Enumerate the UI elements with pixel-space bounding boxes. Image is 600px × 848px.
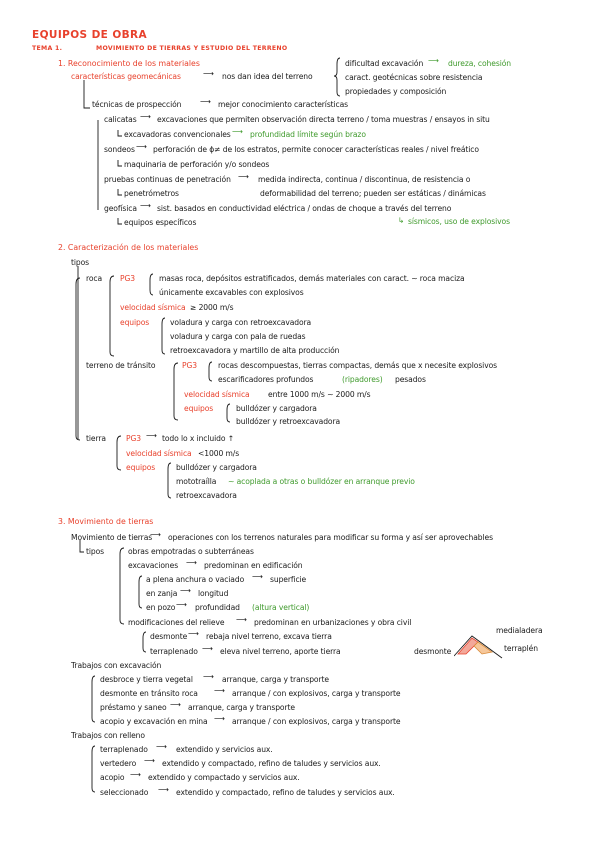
transito-pg3-2a: escarificadores profundos	[218, 375, 314, 384]
obras-empotradas: obras empotradas o subterráneas	[128, 547, 254, 556]
tierra-equipos: equipos	[126, 463, 156, 472]
pruebas-desc-2: deformabilidad del terreno; pueden ser estáticas / dinámicas	[260, 189, 486, 198]
maquinaria-perforacion: maquinaria de perforación y/o sondeos	[124, 160, 270, 169]
rel-2b: extendido y compactado, refino de taludes y servicios aux.	[162, 759, 381, 768]
tierra-eq-1: bulldózer y cargadora	[176, 463, 257, 472]
penetrometros: penetrómetros	[124, 189, 179, 198]
arrow-icon: ⟶	[200, 97, 211, 106]
arrow-icon: ⟶	[158, 785, 169, 794]
rel-4a: seleccionado	[100, 788, 149, 797]
transito-eq-2: bulldózer y retroexcavadora	[236, 417, 341, 426]
terraplenado: terraplenado	[150, 647, 198, 656]
roca-label: roca	[86, 274, 103, 283]
sismicos-icon: ↳	[398, 216, 405, 225]
arrow-icon: ⟶	[140, 112, 151, 121]
plena-anchura: a plena anchura o vaciado	[146, 575, 245, 584]
arrow-icon: ⟶	[144, 756, 155, 765]
tema-title: MOVIMIENTO DE TIERRAS Y ESTUDIO DEL TERRENO	[96, 45, 288, 52]
sondeos: sondeos	[104, 145, 135, 154]
tierra-eq-2: mototraílla	[176, 477, 217, 486]
superficie: superficie	[270, 575, 307, 584]
exc-1b: arranque, carga y transporte	[222, 675, 329, 684]
arrow-icon: ⟶	[140, 201, 151, 210]
arrow-icon: ⟶	[203, 672, 214, 681]
exc-4a: acopio y excavación en mina	[100, 717, 208, 726]
altura-vertical: (altura vertical)	[252, 603, 310, 612]
profundidad-limite: profundidad límite según brazo	[250, 130, 366, 139]
arrow-icon: ⟶	[130, 770, 141, 779]
dureza-cohesion: dureza, cohesión	[448, 59, 511, 68]
medialadera-label: medialadera	[496, 626, 543, 635]
arrow-icon: ⟶	[176, 600, 187, 609]
transito-eq-1: bulldózer y cargadora	[236, 404, 317, 413]
transito-pg3-2c: pesados	[395, 375, 426, 384]
trabajos-relleno: Trabajos con relleno	[71, 731, 145, 740]
en-pozo: en pozo	[146, 603, 176, 612]
roca-eq-3: retroexcavadora y martillo de alta producción	[170, 346, 340, 355]
roca-pg3-1: masas roca, depósitos estratificados, demás materiales con caract. ~ roca maciza	[159, 274, 465, 283]
en-zanja: en zanja	[146, 589, 178, 598]
mov-def-b: operaciones con los terrenos naturales para modificar su forma y así ser aprovechables	[168, 533, 493, 542]
trabajos-excavacion: Trabajos con excavación	[71, 661, 162, 670]
mov-def-a: Movimiento de tierras	[71, 533, 153, 542]
geofisica-desc: sist. basados en conductividad eléctrica / ondas de choque a través del terreno	[157, 204, 452, 213]
calicatas: calicatas	[104, 115, 137, 124]
modificaciones-relieve: modificaciones del relieve	[128, 618, 225, 627]
transito-vel-label: velocidad sísmica	[184, 390, 250, 399]
excavaciones: excavaciones	[128, 561, 179, 570]
arrow-icon: ⟶	[214, 714, 225, 723]
transito-equipos: equipos	[184, 404, 214, 413]
arrow-icon: ⟶	[186, 558, 197, 567]
transito-vel: entre 1000 m/s ~ 2000 m/s	[268, 390, 371, 399]
tierra-vel: <1000 m/s	[198, 449, 240, 458]
longitud: longitud	[198, 589, 229, 598]
tierra-eq-2b: ~ acoplada a otras o bulldózer en arranque previo	[228, 477, 415, 486]
rel-2a: vertedero	[100, 759, 137, 768]
propiedades: propiedades y composición	[345, 87, 447, 96]
page-title: EQUIPOS DE OBRA	[32, 29, 148, 41]
pruebas-desc-1: medida indirecta, continua / discontinua, de resistencia o	[258, 175, 471, 184]
tecnicas-result: mejor conocimiento características	[218, 100, 349, 109]
roca-eq-1: voladura y carga con retroexcavadora	[170, 318, 312, 327]
tipos-label: tipos	[71, 258, 90, 267]
dificultad-excavacion: dificultad excavación	[345, 59, 424, 68]
section-3-heading: 3. Movimiento de tierras	[58, 517, 154, 526]
exc-3b: arranque, carga y transporte	[188, 703, 295, 712]
arrow-icon: ⟶	[146, 431, 157, 440]
arrow-icon: ⟶	[156, 742, 167, 751]
desmonte-label: desmonte	[414, 647, 452, 656]
tecnicas-prospeccion: técnicas de prospección	[92, 100, 182, 109]
arrow-icon: ⟶	[180, 586, 191, 595]
tierra-pg3-desc: todo lo x incluido ↑	[162, 434, 234, 443]
geofisica: geofísica	[104, 204, 137, 213]
section-2-heading: 2. Caracterización de los materiales	[58, 243, 199, 252]
arrow-icon: ⟶	[236, 615, 247, 624]
rel-3b: extendido y compactado y servicios aux.	[148, 773, 300, 782]
exc-2a: desmonte en tránsito roca	[100, 689, 198, 698]
tierra-eq-3: retroexcavadora	[176, 491, 237, 500]
exc-2b: arranque / con explosivos, carga y transporte	[232, 689, 401, 698]
arrow-icon: ⟶	[202, 644, 213, 653]
caracteristicas-geomecanicas: características geomecánicas	[71, 72, 181, 81]
terraplenado-desc: eleva nivel terreno, aporte tierra	[220, 647, 341, 656]
arrow-icon: ⟶	[214, 686, 225, 695]
arrow-icon: ⟶	[170, 700, 181, 709]
carac-result: nos dan idea del terreno	[222, 72, 313, 81]
section-1-heading: 1. Reconocimiento de los materiales	[58, 59, 200, 68]
excavadoras-convencionales: excavadoras convencionales	[124, 130, 231, 139]
arrow-icon: ⟶	[428, 56, 439, 65]
desmonte-desc: rebaja nivel terreno, excava tierra	[206, 632, 332, 641]
arrow-icon: ⟶	[238, 172, 249, 181]
rel-1a: terraplenado	[100, 745, 148, 754]
tema-label: TEMA 1.	[32, 45, 63, 52]
caract-geotecnicas: caract. geotécnicas sobre resistencia	[345, 73, 483, 82]
tierra-label: tierra	[86, 434, 106, 443]
rel-4b: extendido y compactado, refino de taludes y servicios aux.	[176, 788, 395, 797]
tierra-pg3: PG3	[126, 434, 141, 443]
pruebas-penetracion: pruebas continuas de penetración	[104, 175, 231, 184]
sondeos-desc: perforación de ϕ≠ de los estratos, permite conocer características reales / nivel freático	[153, 145, 479, 154]
roca-equipos: equipos	[120, 318, 150, 327]
roca-pg3-2: únicamente excavables con explosivos	[159, 288, 304, 297]
rel-3a: acopio	[100, 773, 125, 782]
desmonte: desmonte	[150, 632, 188, 641]
roca-pg3: PG3	[120, 274, 135, 283]
arrow-icon: ⟶	[252, 572, 263, 581]
roca-vel-label: velocidad sísmica	[120, 303, 186, 312]
transito-pg3-2b: (ripadores)	[342, 375, 383, 384]
calicatas-desc: excavaciones que permiten observación directa terreno / toma muestras / ensayos in situ	[157, 115, 490, 124]
exc-4b: arranque / con explosivos, carga y transporte	[232, 717, 401, 726]
arrow-icon: ⟶	[232, 127, 243, 136]
modificaciones-desc: predominan en urbanizaciones y obra civil	[254, 618, 412, 627]
sismicos: sísmicos, uso de explosivos	[408, 217, 510, 226]
arrow-icon: ⟶	[188, 629, 199, 638]
tierra-vel-label: velocidad sísmica	[126, 449, 192, 458]
arrow-icon: ⟶	[150, 530, 161, 539]
transito-pg3-1: rocas descompuestas, tierras compactas, demás que x necesite explosivos	[218, 361, 497, 370]
transito-label: terreno de tránsito	[86, 361, 156, 370]
equipos-especificos: equipos específicos	[124, 218, 197, 227]
transito-pg3: PG3	[182, 361, 197, 370]
terraplen-label: terraplén	[504, 644, 538, 653]
arrow-icon: ⟶	[203, 69, 214, 78]
excavaciones-desc: predominan en edificación	[204, 561, 303, 570]
profundidad: profundidad	[195, 603, 240, 612]
exc-3a: préstamo y saneo	[100, 703, 167, 712]
tipos-label-3: tipos	[86, 547, 105, 556]
arrow-icon: ⟶	[136, 142, 147, 151]
roca-eq-2: voladura y carga con pala de ruedas	[170, 332, 306, 341]
rel-1b: extendido y servicios aux.	[176, 745, 273, 754]
exc-1a: desbroce y tierra vegetal	[100, 675, 193, 684]
roca-vel: ≥ 2000 m/s	[190, 303, 234, 312]
